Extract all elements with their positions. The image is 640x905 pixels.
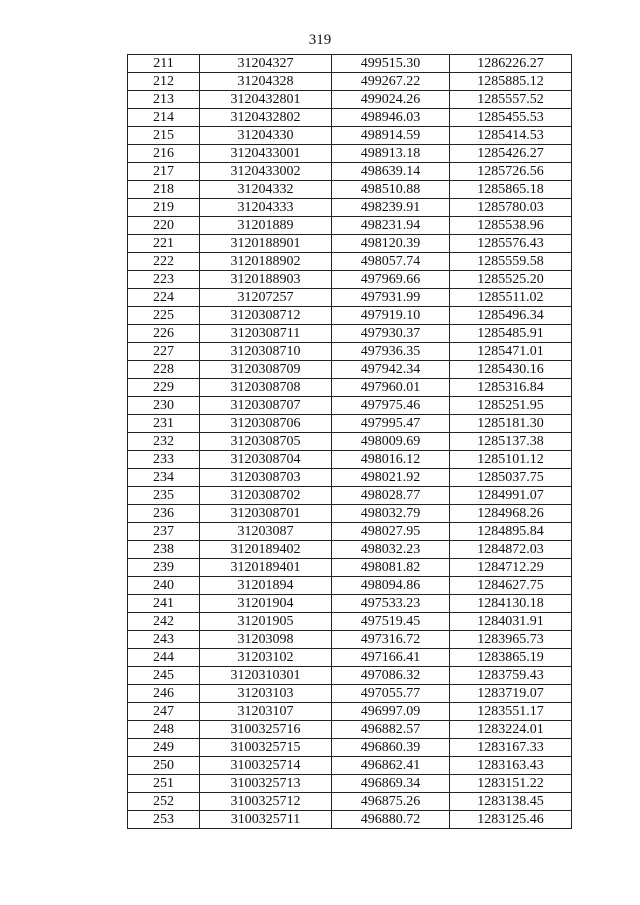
row-number-cell: 230 bbox=[128, 397, 200, 415]
point-id-cell: 3120308705 bbox=[200, 433, 332, 451]
row-number-cell: 250 bbox=[128, 757, 200, 775]
table-row bbox=[128, 775, 572, 793]
point-id-cell: 31204332 bbox=[200, 181, 332, 199]
table-row bbox=[128, 289, 572, 307]
row-number-cell: 240 bbox=[128, 577, 200, 595]
point-id-cell: 3120308708 bbox=[200, 379, 332, 397]
y-coordinate-cell: 1285316.84 bbox=[450, 379, 572, 397]
row-number-cell: 219 bbox=[128, 199, 200, 217]
table-row bbox=[128, 235, 572, 253]
row-number-cell: 249 bbox=[128, 739, 200, 757]
table-row bbox=[128, 487, 572, 505]
y-coordinate-cell: 1286226.27 bbox=[450, 55, 572, 73]
table-row bbox=[128, 577, 572, 595]
point-id-cell: 3120432801 bbox=[200, 91, 332, 109]
x-coordinate-cell: 497975.46 bbox=[332, 397, 450, 415]
row-number-cell: 231 bbox=[128, 415, 200, 433]
x-coordinate-cell: 498016.12 bbox=[332, 451, 450, 469]
row-number-cell: 253 bbox=[128, 811, 200, 829]
table-row bbox=[128, 91, 572, 109]
table-row bbox=[128, 271, 572, 289]
x-coordinate-cell: 497931.99 bbox=[332, 289, 450, 307]
row-number-cell: 225 bbox=[128, 307, 200, 325]
table-row bbox=[128, 631, 572, 649]
x-coordinate-cell: 498027.95 bbox=[332, 523, 450, 541]
table-row bbox=[128, 127, 572, 145]
point-id-cell: 31203102 bbox=[200, 649, 332, 667]
point-id-cell: 3120308710 bbox=[200, 343, 332, 361]
y-coordinate-cell: 1285496.34 bbox=[450, 307, 572, 325]
x-coordinate-cell: 497936.35 bbox=[332, 343, 450, 361]
y-coordinate-cell: 1284968.26 bbox=[450, 505, 572, 523]
y-coordinate-cell: 1283151.22 bbox=[450, 775, 572, 793]
table-row bbox=[128, 217, 572, 235]
y-coordinate-cell: 1283125.46 bbox=[450, 811, 572, 829]
table-row bbox=[128, 181, 572, 199]
y-coordinate-cell: 1284991.07 bbox=[450, 487, 572, 505]
table-row bbox=[128, 757, 572, 775]
point-id-cell: 3120433002 bbox=[200, 163, 332, 181]
x-coordinate-cell: 498032.23 bbox=[332, 541, 450, 559]
point-id-cell: 3120308704 bbox=[200, 451, 332, 469]
y-coordinate-cell: 1284627.75 bbox=[450, 577, 572, 595]
x-coordinate-cell: 498028.77 bbox=[332, 487, 450, 505]
x-coordinate-cell: 497942.34 bbox=[332, 361, 450, 379]
row-number-cell: 213 bbox=[128, 91, 200, 109]
row-number-cell: 235 bbox=[128, 487, 200, 505]
y-coordinate-cell: 1285525.20 bbox=[450, 271, 572, 289]
x-coordinate-cell: 498946.03 bbox=[332, 109, 450, 127]
row-number-cell: 248 bbox=[128, 721, 200, 739]
y-coordinate-cell: 1285885.12 bbox=[450, 73, 572, 91]
y-coordinate-cell: 1285101.12 bbox=[450, 451, 572, 469]
table-row bbox=[128, 613, 572, 631]
table-row bbox=[128, 559, 572, 577]
row-number-cell: 234 bbox=[128, 469, 200, 487]
x-coordinate-cell: 497166.41 bbox=[332, 649, 450, 667]
row-number-cell: 223 bbox=[128, 271, 200, 289]
table-body bbox=[128, 55, 572, 829]
y-coordinate-cell: 1283167.33 bbox=[450, 739, 572, 757]
table-row bbox=[128, 541, 572, 559]
y-coordinate-cell: 1284712.29 bbox=[450, 559, 572, 577]
row-number-cell: 239 bbox=[128, 559, 200, 577]
point-id-cell: 3100325711 bbox=[200, 811, 332, 829]
y-coordinate-cell: 1285485.91 bbox=[450, 325, 572, 343]
row-number-cell: 244 bbox=[128, 649, 200, 667]
table-row bbox=[128, 685, 572, 703]
point-id-cell: 3120310301 bbox=[200, 667, 332, 685]
table-row bbox=[128, 433, 572, 451]
y-coordinate-cell: 1284872.03 bbox=[450, 541, 572, 559]
point-id-cell: 3100325716 bbox=[200, 721, 332, 739]
x-coordinate-cell: 496875.26 bbox=[332, 793, 450, 811]
x-coordinate-cell: 498094.86 bbox=[332, 577, 450, 595]
x-coordinate-cell: 496882.57 bbox=[332, 721, 450, 739]
point-id-cell: 3120188902 bbox=[200, 253, 332, 271]
point-id-cell: 31204333 bbox=[200, 199, 332, 217]
table-row bbox=[128, 451, 572, 469]
table-row bbox=[128, 55, 572, 73]
y-coordinate-cell: 1285471.01 bbox=[450, 343, 572, 361]
point-id-cell: 3120308703 bbox=[200, 469, 332, 487]
row-number-cell: 252 bbox=[128, 793, 200, 811]
x-coordinate-cell: 498510.88 bbox=[332, 181, 450, 199]
row-number-cell: 237 bbox=[128, 523, 200, 541]
row-number-cell: 238 bbox=[128, 541, 200, 559]
table-row bbox=[128, 415, 572, 433]
point-id-cell: 3100325715 bbox=[200, 739, 332, 757]
row-number-cell: 211 bbox=[128, 55, 200, 73]
y-coordinate-cell: 1283965.73 bbox=[450, 631, 572, 649]
y-coordinate-cell: 1285865.18 bbox=[450, 181, 572, 199]
y-coordinate-cell: 1285181.30 bbox=[450, 415, 572, 433]
row-number-cell: 251 bbox=[128, 775, 200, 793]
table-row bbox=[128, 811, 572, 829]
table-row bbox=[128, 469, 572, 487]
x-coordinate-cell: 499024.26 bbox=[332, 91, 450, 109]
row-number-cell: 246 bbox=[128, 685, 200, 703]
y-coordinate-cell: 1285414.53 bbox=[450, 127, 572, 145]
table-row bbox=[128, 145, 572, 163]
x-coordinate-cell: 498021.92 bbox=[332, 469, 450, 487]
y-coordinate-cell: 1283138.45 bbox=[450, 793, 572, 811]
x-coordinate-cell: 497316.72 bbox=[332, 631, 450, 649]
table-row bbox=[128, 397, 572, 415]
table-row bbox=[128, 595, 572, 613]
x-coordinate-cell: 496880.72 bbox=[332, 811, 450, 829]
row-number-cell: 241 bbox=[128, 595, 200, 613]
point-id-cell: 3120188903 bbox=[200, 271, 332, 289]
row-number-cell: 218 bbox=[128, 181, 200, 199]
y-coordinate-cell: 1285430.16 bbox=[450, 361, 572, 379]
point-id-cell: 3120188901 bbox=[200, 235, 332, 253]
row-number-cell: 233 bbox=[128, 451, 200, 469]
x-coordinate-cell: 497519.45 bbox=[332, 613, 450, 631]
point-id-cell: 3100325714 bbox=[200, 757, 332, 775]
row-number-cell: 214 bbox=[128, 109, 200, 127]
x-coordinate-cell: 498081.82 bbox=[332, 559, 450, 577]
y-coordinate-cell: 1285251.95 bbox=[450, 397, 572, 415]
y-coordinate-cell: 1285037.75 bbox=[450, 469, 572, 487]
y-coordinate-cell: 1283551.17 bbox=[450, 703, 572, 721]
y-coordinate-cell: 1283163.43 bbox=[450, 757, 572, 775]
x-coordinate-cell: 496869.34 bbox=[332, 775, 450, 793]
x-coordinate-cell: 497960.01 bbox=[332, 379, 450, 397]
row-number-cell: 229 bbox=[128, 379, 200, 397]
point-id-cell: 31201889 bbox=[200, 217, 332, 235]
point-id-cell: 3120308711 bbox=[200, 325, 332, 343]
table-row bbox=[128, 703, 572, 721]
row-number-cell: 236 bbox=[128, 505, 200, 523]
coordinates-table bbox=[127, 54, 572, 829]
row-number-cell: 217 bbox=[128, 163, 200, 181]
point-id-cell: 31204327 bbox=[200, 55, 332, 73]
table-row bbox=[128, 505, 572, 523]
point-id-cell: 3120308709 bbox=[200, 361, 332, 379]
point-id-cell: 3120308701 bbox=[200, 505, 332, 523]
row-number-cell: 227 bbox=[128, 343, 200, 361]
y-coordinate-cell: 1283224.01 bbox=[450, 721, 572, 739]
y-coordinate-cell: 1284031.91 bbox=[450, 613, 572, 631]
row-number-cell: 215 bbox=[128, 127, 200, 145]
y-coordinate-cell: 1283759.43 bbox=[450, 667, 572, 685]
point-id-cell: 31203107 bbox=[200, 703, 332, 721]
y-coordinate-cell: 1283865.19 bbox=[450, 649, 572, 667]
x-coordinate-cell: 496860.39 bbox=[332, 739, 450, 757]
y-coordinate-cell: 1284130.18 bbox=[450, 595, 572, 613]
y-coordinate-cell: 1285137.38 bbox=[450, 433, 572, 451]
x-coordinate-cell: 497995.47 bbox=[332, 415, 450, 433]
row-number-cell: 226 bbox=[128, 325, 200, 343]
table-row bbox=[128, 163, 572, 181]
point-id-cell: 31207257 bbox=[200, 289, 332, 307]
table-row bbox=[128, 73, 572, 91]
y-coordinate-cell: 1285559.58 bbox=[450, 253, 572, 271]
table-row bbox=[128, 199, 572, 217]
x-coordinate-cell: 498032.79 bbox=[332, 505, 450, 523]
table-row bbox=[128, 307, 572, 325]
table-row bbox=[128, 721, 572, 739]
point-id-cell: 3120189401 bbox=[200, 559, 332, 577]
x-coordinate-cell: 498120.39 bbox=[332, 235, 450, 253]
table-row bbox=[128, 253, 572, 271]
point-id-cell: 3120308712 bbox=[200, 307, 332, 325]
row-number-cell: 242 bbox=[128, 613, 200, 631]
row-number-cell: 221 bbox=[128, 235, 200, 253]
row-number-cell: 228 bbox=[128, 361, 200, 379]
y-coordinate-cell: 1285511.02 bbox=[450, 289, 572, 307]
table-row bbox=[128, 361, 572, 379]
x-coordinate-cell: 497055.77 bbox=[332, 685, 450, 703]
y-coordinate-cell: 1284895.84 bbox=[450, 523, 572, 541]
point-id-cell: 3120308702 bbox=[200, 487, 332, 505]
point-id-cell: 31203103 bbox=[200, 685, 332, 703]
point-id-cell: 3120189402 bbox=[200, 541, 332, 559]
point-id-cell: 31203087 bbox=[200, 523, 332, 541]
row-number-cell: 216 bbox=[128, 145, 200, 163]
table-row bbox=[128, 343, 572, 361]
row-number-cell: 222 bbox=[128, 253, 200, 271]
table-row bbox=[128, 793, 572, 811]
y-coordinate-cell: 1285780.03 bbox=[450, 199, 572, 217]
y-coordinate-cell: 1283719.07 bbox=[450, 685, 572, 703]
table-row bbox=[128, 325, 572, 343]
row-number-cell: 243 bbox=[128, 631, 200, 649]
x-coordinate-cell: 498009.69 bbox=[332, 433, 450, 451]
row-number-cell: 245 bbox=[128, 667, 200, 685]
y-coordinate-cell: 1285576.43 bbox=[450, 235, 572, 253]
x-coordinate-cell: 499267.22 bbox=[332, 73, 450, 91]
x-coordinate-cell: 499515.30 bbox=[332, 55, 450, 73]
table-row bbox=[128, 379, 572, 397]
row-number-cell: 212 bbox=[128, 73, 200, 91]
point-id-cell: 3120308707 bbox=[200, 397, 332, 415]
x-coordinate-cell: 498639.14 bbox=[332, 163, 450, 181]
x-coordinate-cell: 498057.74 bbox=[332, 253, 450, 271]
x-coordinate-cell: 498914.59 bbox=[332, 127, 450, 145]
y-coordinate-cell: 1285426.27 bbox=[450, 145, 572, 163]
y-coordinate-cell: 1285455.53 bbox=[450, 109, 572, 127]
table-row bbox=[128, 109, 572, 127]
point-id-cell: 31204330 bbox=[200, 127, 332, 145]
point-id-cell: 31201894 bbox=[200, 577, 332, 595]
table-row bbox=[128, 739, 572, 757]
x-coordinate-cell: 497533.23 bbox=[332, 595, 450, 613]
table-row bbox=[128, 649, 572, 667]
point-id-cell: 3120433001 bbox=[200, 145, 332, 163]
point-id-cell: 31201905 bbox=[200, 613, 332, 631]
x-coordinate-cell: 497919.10 bbox=[332, 307, 450, 325]
row-number-cell: 224 bbox=[128, 289, 200, 307]
row-number-cell: 220 bbox=[128, 217, 200, 235]
y-coordinate-cell: 1285726.56 bbox=[450, 163, 572, 181]
x-coordinate-cell: 498239.91 bbox=[332, 199, 450, 217]
point-id-cell: 3100325713 bbox=[200, 775, 332, 793]
table-row bbox=[128, 523, 572, 541]
row-number-cell: 232 bbox=[128, 433, 200, 451]
x-coordinate-cell: 497086.32 bbox=[332, 667, 450, 685]
x-coordinate-cell: 496997.09 bbox=[332, 703, 450, 721]
x-coordinate-cell: 498231.94 bbox=[332, 217, 450, 235]
point-id-cell: 31204328 bbox=[200, 73, 332, 91]
x-coordinate-cell: 498913.18 bbox=[332, 145, 450, 163]
row-number-cell: 247 bbox=[128, 703, 200, 721]
x-coordinate-cell: 496862.41 bbox=[332, 757, 450, 775]
y-coordinate-cell: 1285557.52 bbox=[450, 91, 572, 109]
point-id-cell: 31203098 bbox=[200, 631, 332, 649]
table-row bbox=[128, 667, 572, 685]
x-coordinate-cell: 497969.66 bbox=[332, 271, 450, 289]
page-number: 319 bbox=[308, 32, 332, 48]
y-coordinate-cell: 1285538.96 bbox=[450, 217, 572, 235]
point-id-cell: 3100325712 bbox=[200, 793, 332, 811]
point-id-cell: 31201904 bbox=[200, 595, 332, 613]
point-id-cell: 3120308706 bbox=[200, 415, 332, 433]
x-coordinate-cell: 497930.37 bbox=[332, 325, 450, 343]
point-id-cell: 3120432802 bbox=[200, 109, 332, 127]
